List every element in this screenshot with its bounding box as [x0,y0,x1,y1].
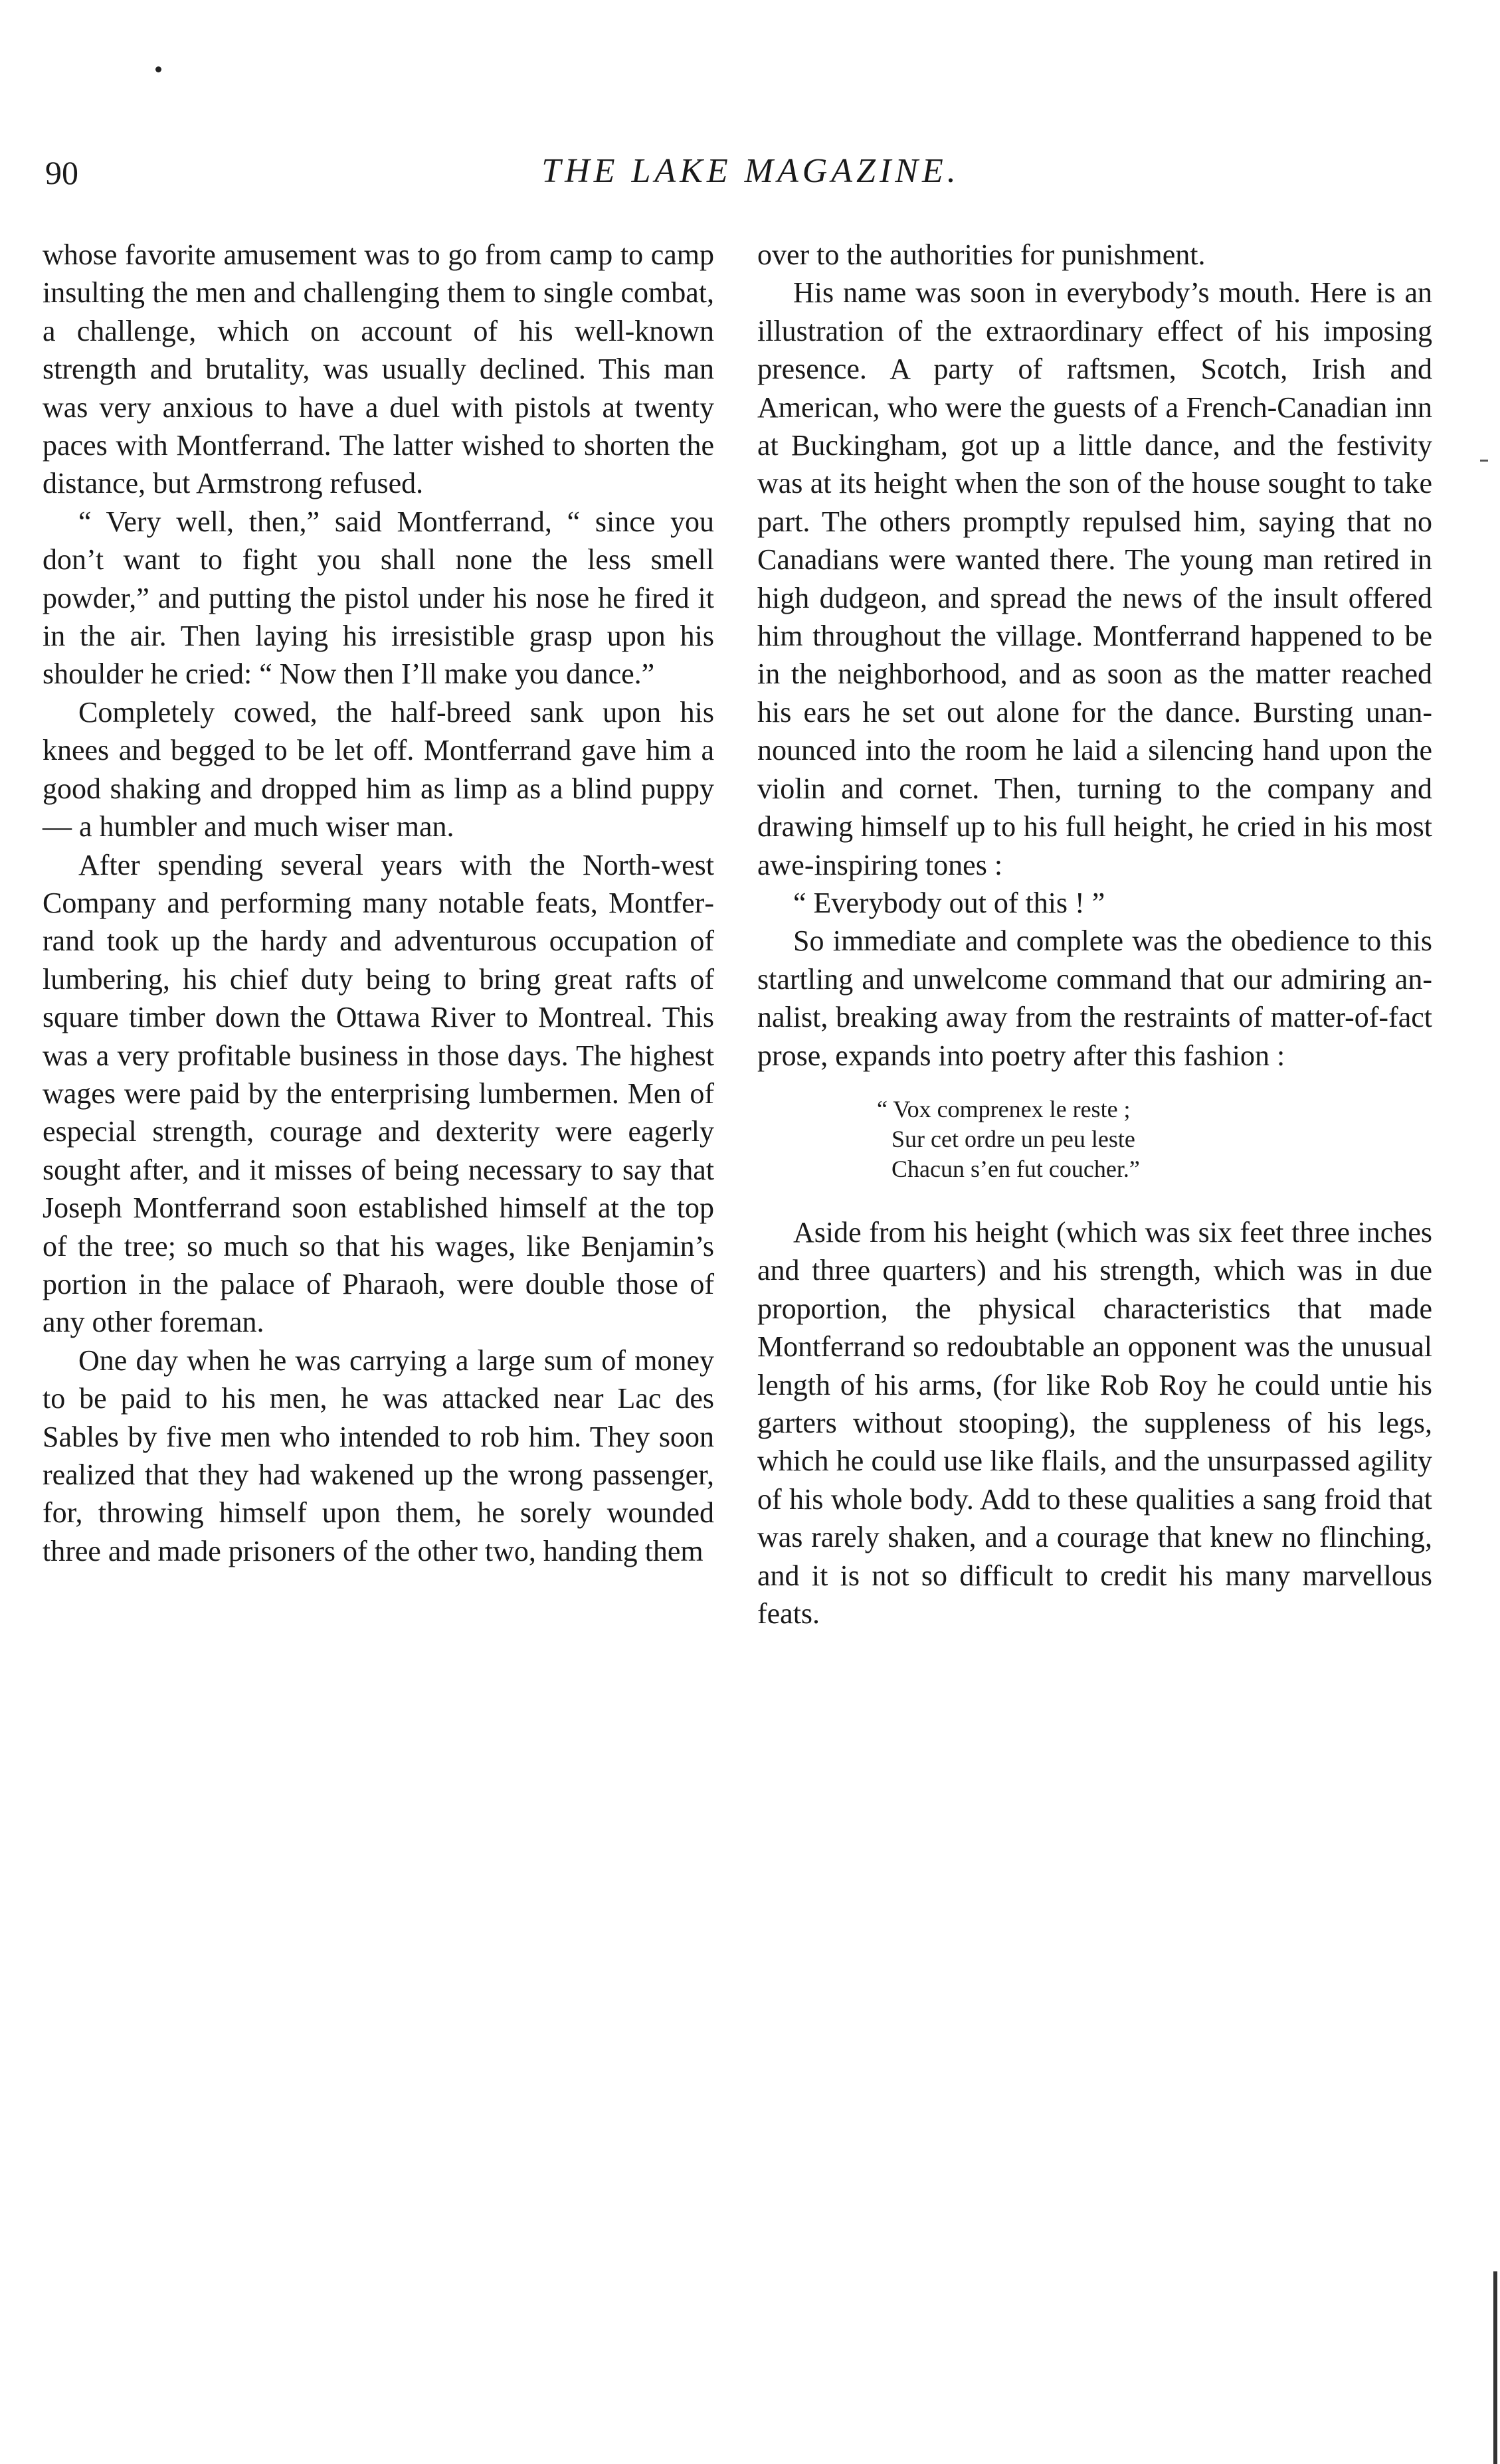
margin-mark [1480,460,1488,462]
paragraph: So immediate and complete was the obedience to this startling and unwelcome command that our admiring annalist, breaking away from the restraints of matter-of-fact prose, expands into poetry after this fashion : [757,924,1432,1072]
ink-speck [155,66,161,72]
paragraph: “ Everybody out of this ! ” [793,886,1105,919]
page-edge-rule [1493,2271,1497,2464]
paragraph: Completely cowed, the half-breed sank upon his knees and begged to be let off. Montferrand gave him a good shaking and dropped him as limp as a blind puppy — a humbler and much wiser man. [43,695,714,843]
paragraph: His name was soon in everybody’s mouth. Here is an illustration of the extraordinary effect of his imposing presence. A party of raftsmen, Scotch, Irish and American, who were the guests of a French-Canadian inn at Buckingham, got up a little dance, and the festivity was at its height when the son of the house sought to take part. The others promptly repulsed him, saying that no Canadians were wanted there. The young man retired in high dudgeon, and spread the news of the insult offered him throughout the village. Montferrand happened to be in the neighborhood, and as soon as the matter reached his ears he set out alone for the dance. Bursting unannounced into the room he laid a silencing hand upon the violin and cornet. Then, turning to the company and drawing himself up to his full height, he cried in his most awe-inspiring tones : [757,276,1432,881]
paragraph: After spending several years with the North-west Company and performing many notable feats, Montferrand took up the hardy and adventurous occupation of lumbering, his chief duty being to bring great rafts of square timber down the Ottawa River to Montreal. This was a very profitable business in those days. The highest wages were paid by the enterprising lumbermen. Men of especial strength, courage and dexterity were eagerly sought after, and it misses of being necessary to say that Joseph Montferrand soon established himself at the top of the tree; so much so that his wages, like Benjamin’s portion in the palace of Pharaoh, were double those of any other foreman. [43,848,714,1339]
page-number: 90 [45,154,78,191]
paragraph: over to the authorities for punishment. [757,238,1206,271]
poem-quote [877,1095,1432,1184]
right-column [757,236,1432,1632]
poem-line: Chacun s’en fut coucher.” [891,1155,1140,1182]
paragraph: Aside from his height (which was six feet three inches and three quarters) and his strength, which was in due proportion, the physical characteristics that made Montferrand so redoubtable an opponent was the unusual length of his arms, (for like Rob Roy he could untie his garters without stooping), the suppleness of his legs, which he could use like flails, and the unsurpassed agility of his whole body. Add to these qualities a sang froid that was rarely shaken, and a courage that knew no flinching, and it is not so difficult to credit his many marvellous feats. [757,1215,1432,1630]
paragraph: whose favorite amusement was to go from camp to camp insulting the men and challenging them to single combat, a challenge, which on account of his well-known strength and brutality, was usually declined. This man was very anxious to have a duel with pistols at twenty paces with Montferrand. The latter wished to shorten the distance, but Armstrong refused. [43,238,714,500]
left-column [43,236,714,1570]
paragraph: “ Very well, then,” said Montferrand, “ since you don’t want to fight you shall none the less smell powder,” and putting the pistol under his nose he fired it in the air. Then laying his irresistible grasp upon his shoulder he cried: “ Now then I’ll make you dance.” [43,505,714,691]
poem-line: Sur cet ordre un peu leste [891,1125,1135,1152]
running-head: THE LAKE MAGAZINE. [541,152,960,190]
poem-line: “ Vox comprenex le reste ; [877,1095,1131,1122]
paragraph: One day when he was carrying a large sum of money to be paid to his men, he was attacked near Lac des Sables by five men who intended to rob him. They soon realized that they had wakened up the wrong passenger, for, throwing himself upon them, he sorely wounded three and made prisoners of the other two, handing them [43,1344,714,1567]
